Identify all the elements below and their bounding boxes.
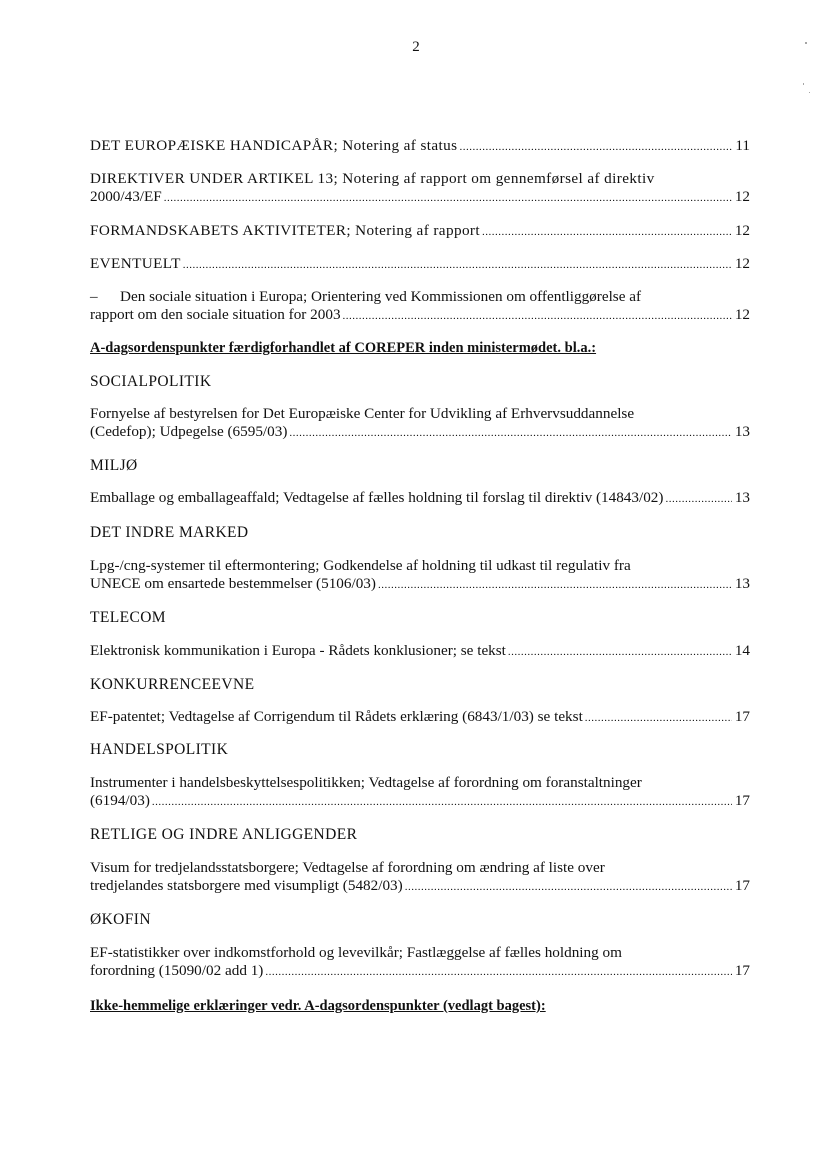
dot-leader xyxy=(482,223,732,241)
dot-leader xyxy=(585,709,732,727)
dot-leader xyxy=(665,490,732,508)
dot-leader xyxy=(289,424,732,442)
toc-page-ref: 12 xyxy=(734,255,750,272)
toc-entry-text: Lpg-/cng-systemer til eftermontering; Godkendelse af holdning til udkast til regulativ fra xyxy=(90,557,631,574)
toc-page-ref: 17 xyxy=(734,877,750,894)
dot-leader xyxy=(183,256,732,274)
toc-entry-text-cont: forordning (15090/02 add 1) xyxy=(90,962,264,979)
toc-entry-text: Visum for tredjelandsstatsborgere; Vedtagelse af forordning om ændring af liste over xyxy=(90,859,605,876)
toc-entry-text-cont: (6194/03) xyxy=(90,792,150,809)
toc-entry xyxy=(90,859,750,895)
toc-page-ref: 11 xyxy=(735,137,750,154)
toc-entry-text: Emballage og emballageaffald; Vedtagelse af fælles holdning til forslag til direktiv (14843/02) xyxy=(90,489,664,506)
toc-page-ref: 12 xyxy=(734,188,750,205)
section-heading: RETLIGE OG INDRE ANLIGGENDER xyxy=(90,826,358,843)
toc-entry-text-cont: tredjelandes statsborgere med visumpligt (5482/03) xyxy=(90,877,403,894)
toc-entry xyxy=(90,642,750,660)
scan-speck xyxy=(809,92,810,93)
section-heading: TELECOM xyxy=(90,609,166,626)
toc-entry-text-cont: UNECE om ensartede bestemmelser (5106/03) xyxy=(90,575,376,592)
section-heading: DET INDRE MARKED xyxy=(90,524,249,541)
toc-entry xyxy=(90,944,750,980)
dot-leader xyxy=(378,576,732,594)
toc-page-ref: 13 xyxy=(734,423,750,440)
toc-entry-text: FORMANDSKABETS AKTIVITETER; Notering af rapport xyxy=(90,222,481,239)
scan-speck xyxy=(803,83,804,85)
toc-entry xyxy=(90,489,750,507)
toc-page-ref: 13 xyxy=(734,489,750,506)
toc-entry-text: Elektronisk kommunikation i Europa - Rådets konklusioner; se tekst xyxy=(90,642,506,659)
toc-entry-text-cont: 2000/43/EF xyxy=(90,188,162,205)
closing-heading: Ikke-hemmelige erklæringer vedr. A-dagsordenspunkter (vedlagt bagest): xyxy=(90,998,546,1014)
toc-entry-text: Den sociale situation i Europa; Orientering ved Kommissionen om offentliggørelse af xyxy=(120,288,642,305)
toc-entry xyxy=(90,137,750,155)
toc-entry-text-cont: (Cedefop); Udpegelse (6595/03) xyxy=(90,423,288,440)
list-dash: – xyxy=(90,288,98,305)
toc-page-ref: 12 xyxy=(734,222,750,239)
toc-entry xyxy=(90,405,750,441)
dot-leader xyxy=(459,138,732,156)
toc-page-ref: 17 xyxy=(734,962,750,979)
toc-entry xyxy=(90,222,750,240)
toc-entry-text: EF-patentet; Vedtagelse af Corrigendum til Rådets erklæring (6843/1/03) se tekst xyxy=(90,708,583,725)
toc-entry xyxy=(90,708,750,726)
toc-entry-text: EF-statistikker over indkomstforhold og levevilkår; Fastlæggelse af fælles holdning om xyxy=(90,944,622,961)
toc-entry-text: DET EUROPÆISKE HANDICAPÅR; Notering af status xyxy=(90,137,458,154)
toc-entry xyxy=(90,255,750,273)
toc-page-ref: 17 xyxy=(734,708,750,725)
dot-leader xyxy=(508,643,732,661)
toc-entry xyxy=(90,170,750,206)
toc-entry-text: EVENTUELT xyxy=(90,255,181,272)
toc-page-ref: 17 xyxy=(734,792,750,809)
toc-entry-text: Instrumenter i handelsbeskyttelsespolitikken; Vedtagelse af forordning om foranstaltninger xyxy=(90,774,642,791)
section-heading: MILJØ xyxy=(90,457,138,474)
dot-leader xyxy=(265,963,732,981)
toc-subentry xyxy=(90,288,750,324)
dot-leader xyxy=(343,307,732,325)
dot-leader xyxy=(405,878,732,896)
toc-entry xyxy=(90,557,750,593)
toc-entry xyxy=(90,774,750,810)
section-heading: HANDELSPOLITIK xyxy=(90,741,229,758)
section-heading: KONKURRENCEEVNE xyxy=(90,676,255,693)
section-heading: SOCIALPOLITIK xyxy=(90,373,212,390)
page-number: 2 xyxy=(412,39,420,55)
dot-leader xyxy=(152,793,732,811)
section-heading: ØKOFIN xyxy=(90,911,151,928)
toc-page-ref: 12 xyxy=(734,306,750,323)
toc-entry-text-cont: rapport om den sociale situation for 2003 xyxy=(90,306,341,323)
toc-entry-text: Fornyelse af bestyrelsen for Det Europæiske Center for Udvikling af Erhvervsuddannelse xyxy=(90,405,635,422)
scan-speck xyxy=(805,42,807,44)
toc-page-ref: 14 xyxy=(734,642,750,659)
dot-leader xyxy=(164,189,732,207)
toc-entry-text: DIREKTIVER UNDER ARTIKEL 13; Notering af rapport om gennemførsel af direktiv xyxy=(90,170,655,187)
toc-page-ref: 13 xyxy=(734,575,750,592)
a-items-heading: A-dagsordenspunkter færdigforhandlet af COREPER inden ministermødet. bl.a.: xyxy=(90,340,597,356)
